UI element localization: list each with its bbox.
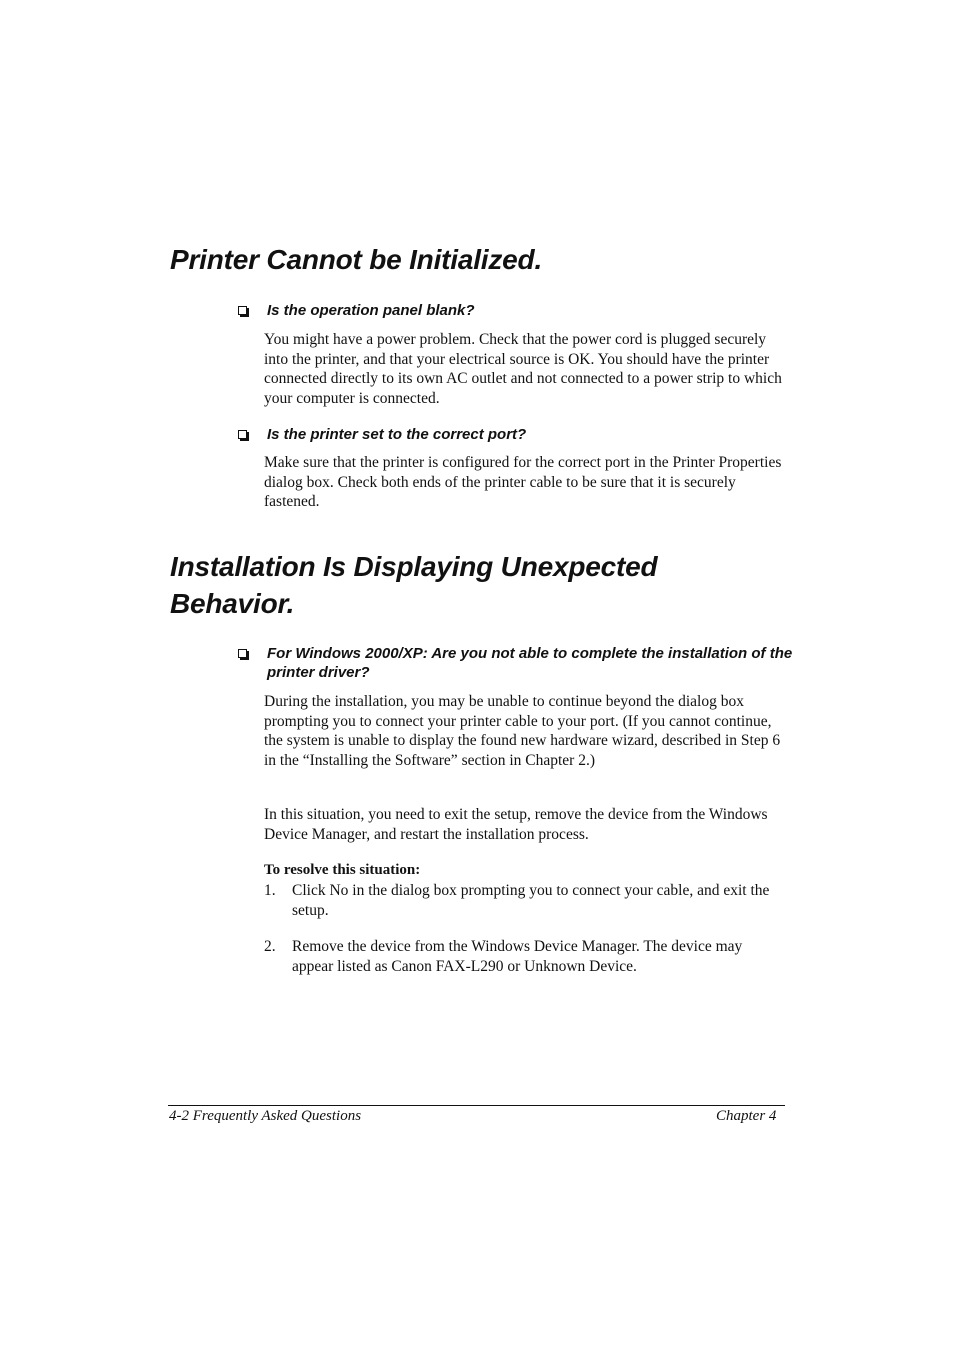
question-windows-driver (238, 644, 798, 682)
list-number: 1. (264, 882, 276, 899)
answer-operation-panel: You might have a power problem. Check that the power cord is plugged securely into the printer, and that your electrical source is OK. You should have the printer connected directly to its own AC outlet and not connected to a power strip to which your computer is connected. (264, 331, 782, 407)
question-operation-panel (238, 301, 798, 320)
footer-rule (168, 1105, 785, 1106)
section-heading-printer-init: Printer Cannot be Initialized. (170, 244, 543, 275)
section-heading-installation-line1: Installation Is Displaying Unexpected (170, 551, 658, 582)
footer-right: Chapter 4 (716, 1108, 777, 1124)
checkbox-bullet-icon (238, 649, 247, 658)
list-number: 2. (264, 938, 276, 955)
paragraph-during-installation: During the installation, you may be unable to continue beyond the dialog box prompting you to connect your printer cable to your port. (If you cannot continue, the system is unable to display the found new hardware wizard, described in Step 6 in the “Installing the Software” section in Chapter 2.) (264, 693, 781, 769)
steps-title: To resolve this situation: (264, 862, 421, 878)
answer-correct-port: Make sure that the printer is configured for the correct port in the Printer Properties dialog box. Check both ends of the printer cable to be sure that it is securely fastened. (264, 454, 782, 510)
question-text: Is the operation panel blank? (267, 302, 475, 319)
question-correct-port (238, 425, 798, 444)
checkbox-bullet-icon (238, 306, 247, 315)
list-text: Click No in the dialog box prompting you to connect your cable, and exit the setup. (292, 882, 770, 919)
question-text: Is the printer set to the correct port? (267, 426, 527, 443)
list-item (264, 881, 786, 920)
section-heading-installation-line2: Behavior. (170, 588, 295, 619)
list-item (264, 937, 786, 976)
footer-left: 4-2 Frequently Asked Questions (169, 1108, 362, 1124)
checkbox-bullet-icon (238, 430, 247, 439)
question-text: For Windows 2000/XP: Are you not able to complete the installation of the printer driver? (267, 645, 793, 681)
paragraph-in-this-situation: In this situation, you need to exit the setup, remove the device from the Windows Device Manager, and restart the installation process. (264, 806, 768, 843)
list-text: Remove the device from the Windows Device Manager. The device may appear listed as Canon FAX-L290 or Unknown Device. (292, 938, 743, 975)
